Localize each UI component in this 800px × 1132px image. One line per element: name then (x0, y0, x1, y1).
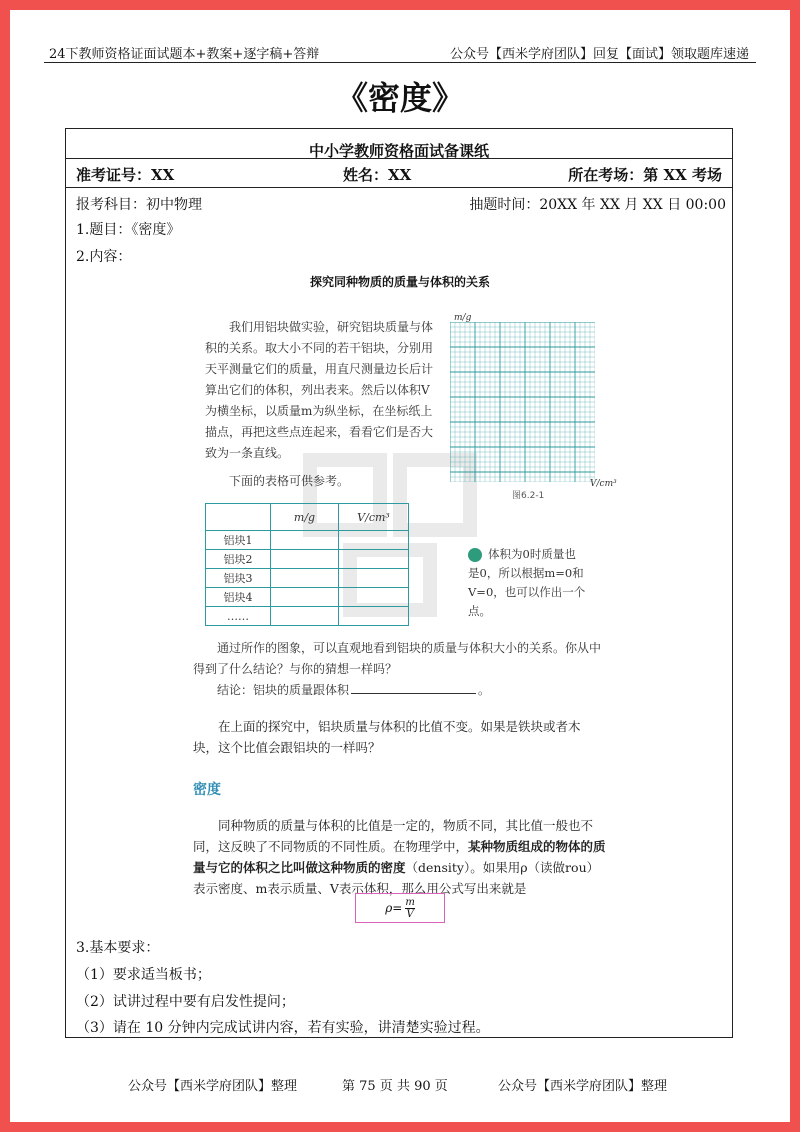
candidate-name: 姓名：XX (343, 166, 412, 184)
table-header-row (206, 504, 409, 531)
table-row (206, 569, 409, 588)
footer-right: 公众号【西米学府团队】整理 (498, 1079, 668, 1094)
table-row (206, 607, 409, 626)
graph-paper (450, 322, 595, 482)
paragraph-experiment: 我们用铝块做实验，研究铝块质量与体积的关系。取大小不同的若干铝块，分别用天平测量它们的质量，用直尺测量边长后计算出它们的体积，列出表来。然后以体积V为横坐标，以质量m为纵坐标，在坐标纸上描点，再把这些点连起来，看看它们是否大致为一条直线。 (205, 320, 434, 460)
table-cell: 铝块1 (206, 531, 271, 550)
table-row (206, 531, 409, 550)
requirement-item: （3）请在 10 分钟内完成试讲内容，若有实验，讲清楚实验过程。 (76, 1020, 490, 1036)
definition-bold: 某种物质组成的物体的质量与它的体积之比叫做这种物质的密度 (193, 839, 606, 875)
paragraph-table-hint: 下面的表格可供参考。 (229, 474, 350, 488)
density-heading: 密度 (193, 782, 221, 798)
topic: 1.题目：《密度》 (76, 222, 181, 238)
table-cell: 铝块4 (206, 588, 271, 607)
header-right: 公众号【西米学府团队】回复【面试】领取题库速递 (449, 47, 749, 62)
density-formula (355, 893, 445, 923)
exam-venue: 所在考场：第 XX 考场 (568, 166, 722, 184)
side-note: 体积为0时质量也是0，所以根据m=0和V=0，也可以作出一个点。 (468, 547, 586, 618)
conclusion-text: 结论：铝块的质量跟体积 (217, 683, 350, 697)
figure-caption: 图6.2-1 (512, 491, 545, 501)
section-title: 探究同种物质的质量与体积的关系 (309, 275, 490, 289)
form-divider (65, 187, 733, 188)
table-cell: 铝块2 (206, 550, 271, 569)
table-header (206, 504, 271, 531)
requirement-item: （1）要求适当板书； (76, 967, 211, 983)
form-divider (65, 158, 733, 159)
requirements-label: 3.基本要求： (76, 940, 160, 956)
form-title: 中小学教师资格面试备课纸 (308, 142, 489, 160)
definition-tail: （density）。如果用ρ（读做rou）表示密度、m表示质量、V表示体积，那么用公式写出来就是 (193, 860, 600, 896)
paragraph-ratio-question: 在上面的探究中，铝块质量与体积的比值不变。如果是铁块或者木块，这个比值会跟铝块的一样吗？ (193, 719, 581, 755)
draw-time: 抽题时间：20XX 年 XX 月 XX 日 00:00 (469, 197, 726, 213)
paragraph-density-definition (193, 815, 608, 899)
paragraph-graph-question: 通过所作的图象，可以直观地看到铝块的质量与体积大小的关系。你从中得到了什么结论？与你的猜想一样吗？ (193, 641, 602, 676)
exam-id: 准考证号：XX (76, 166, 175, 184)
header-left: 24下教师资格证面试题本+教案+逐字稿+答辩 (49, 47, 320, 62)
table-row (206, 550, 409, 569)
footer-left: 公众号【西米学府团队】整理 (128, 1079, 298, 1094)
conclusion-blank (351, 693, 476, 694)
graph-x-label: V/cm³ (590, 479, 617, 489)
table-header: V/cm³ (339, 504, 409, 531)
table-cell: 铝块3 (206, 569, 271, 588)
table-row (206, 588, 409, 607)
page-title: 《密度》 (335, 79, 464, 117)
table-header: m/g (271, 504, 339, 531)
graph-y-label: m/g (454, 313, 472, 323)
conclusion: 结论：铝块的质量跟体积 。 (217, 683, 491, 697)
formula-numerator: m (405, 896, 415, 908)
content-label: 2.内容： (76, 249, 132, 265)
header-divider (44, 62, 756, 63)
subject: 报考科目：初中物理 (76, 197, 202, 213)
formula-fraction (405, 897, 414, 920)
definition-intro: 同种物质的质量与体积的比值是一定的，物质不同，其比值一般也不同，这反映了不同物质的不同性质。在物理学中， (193, 818, 594, 854)
table-cell: …… (206, 607, 271, 626)
requirement-item: （2）试讲过程中要有启发性提问； (76, 994, 295, 1010)
formula-lhs: ρ= (385, 901, 403, 915)
page-number: 第 75 页 共 90 页 (342, 1079, 448, 1094)
formula-denominator: V (406, 908, 414, 920)
data-table (205, 503, 409, 626)
